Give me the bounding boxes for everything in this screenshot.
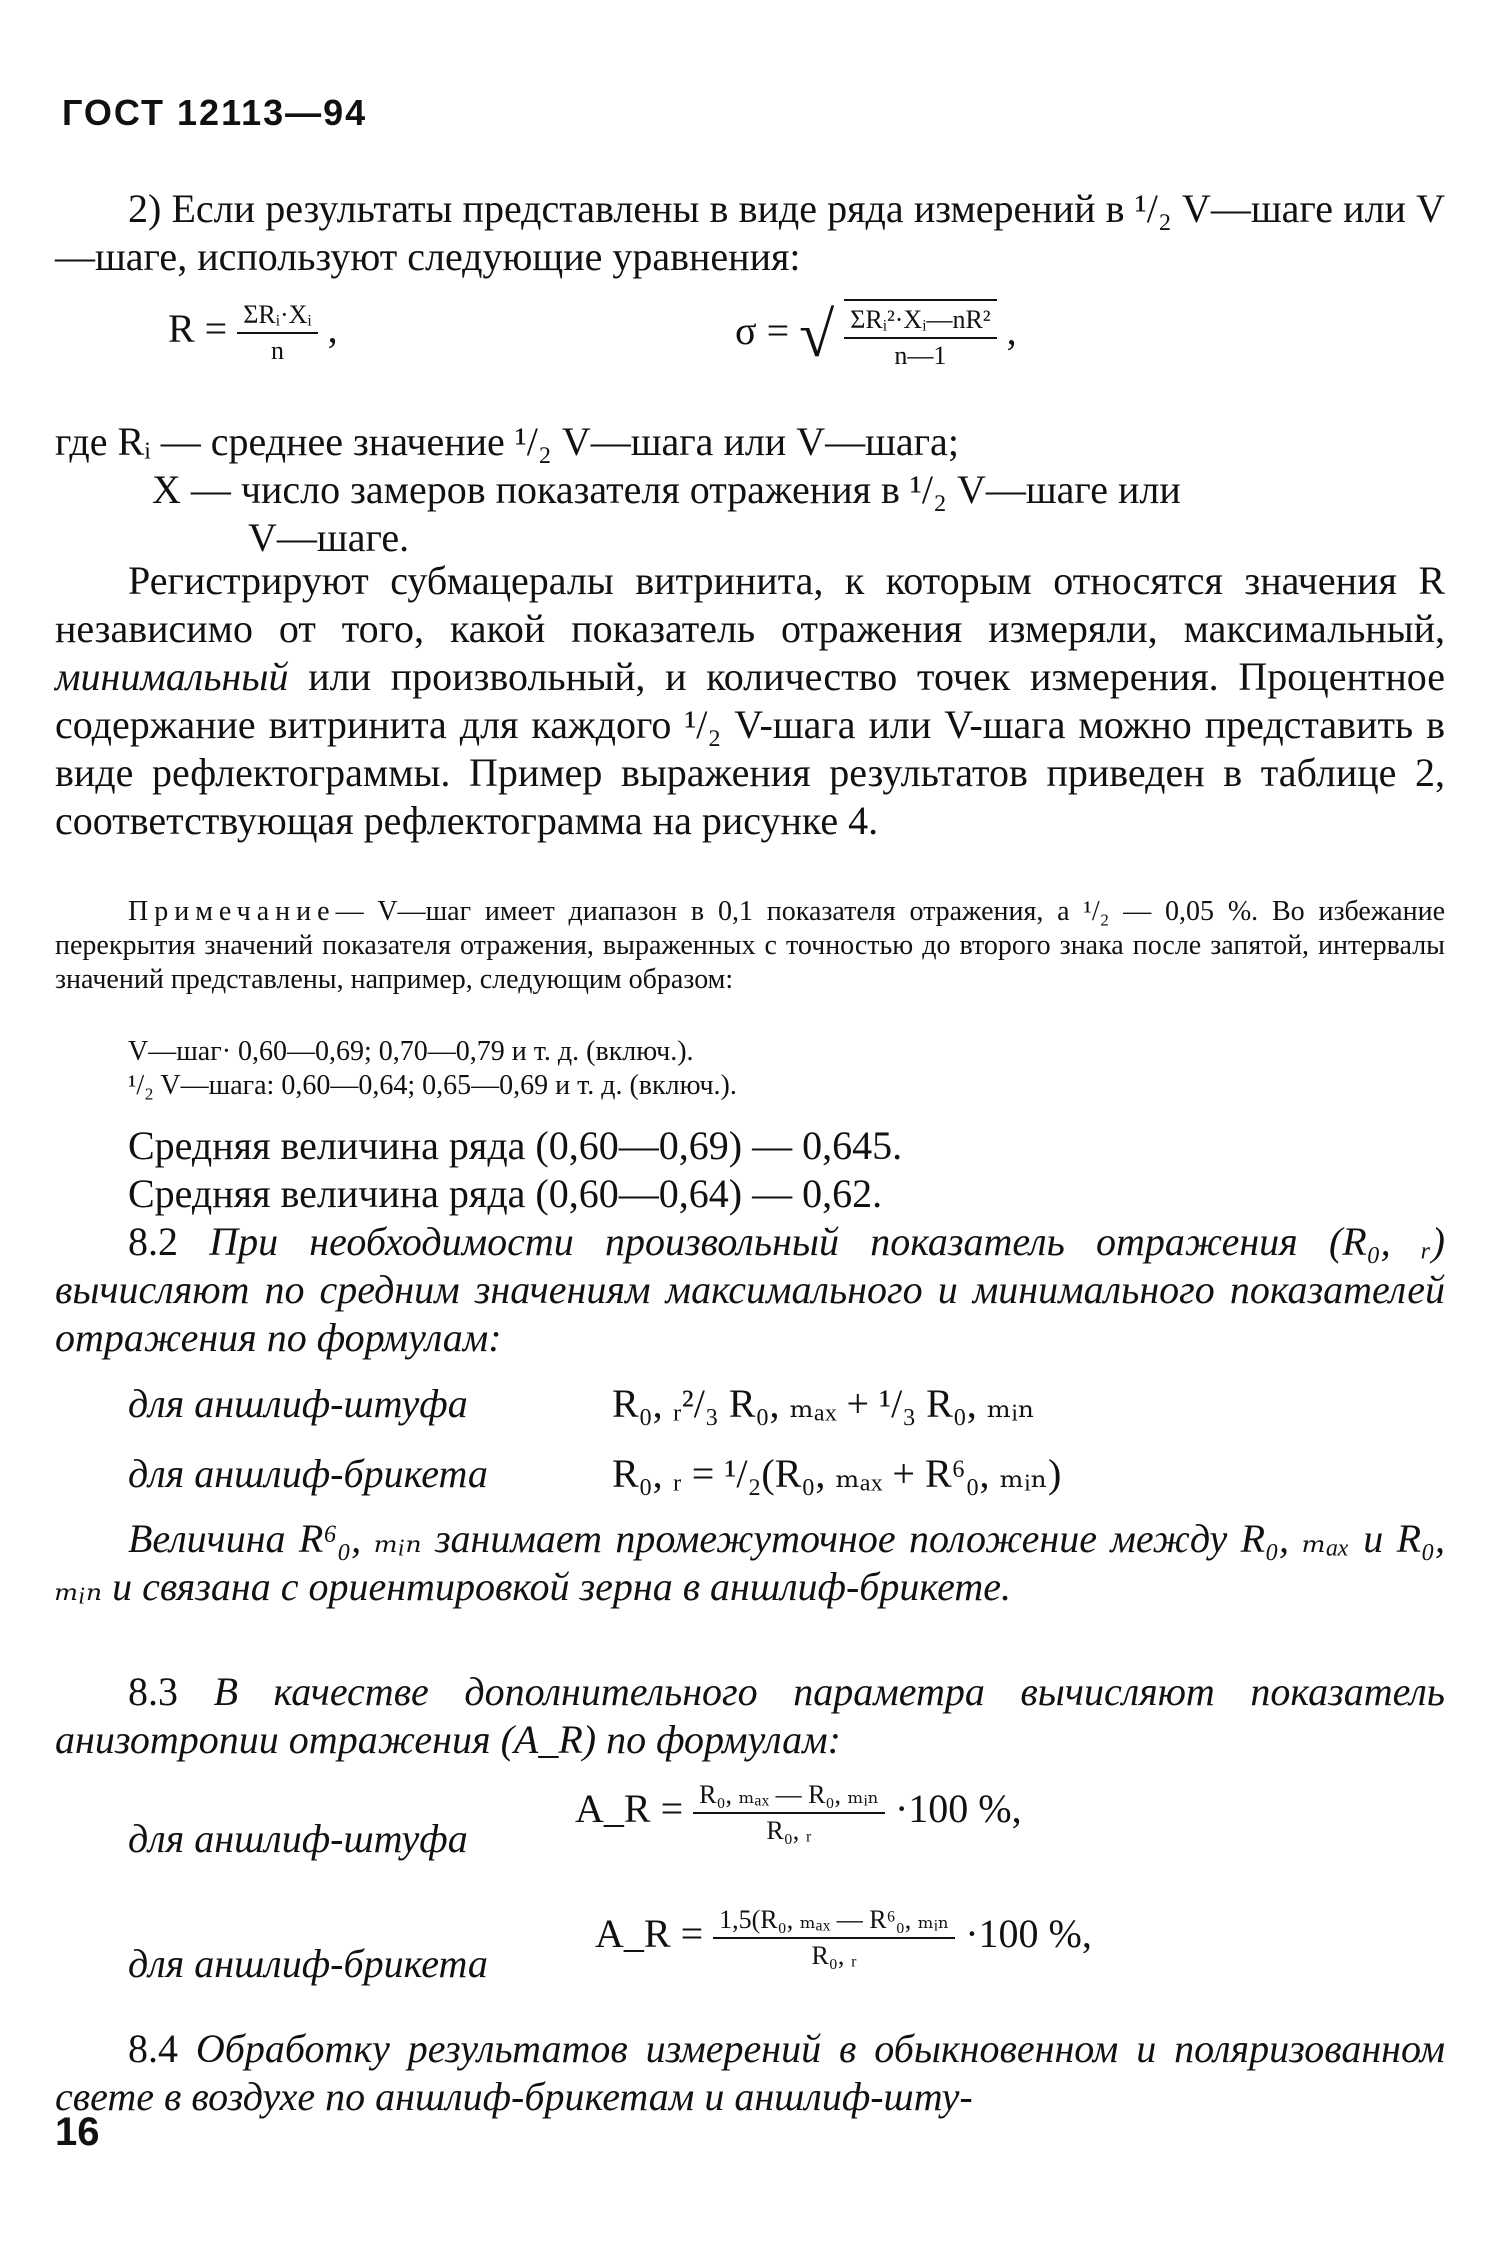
formula-mean-tail: , (327, 306, 338, 352)
s83-f1-lhs: A_R = (575, 1786, 684, 1832)
where-line-3: V—шаге. (248, 515, 410, 560)
where-line-1: где Rᵢ — среднее значение ¹/₂ V—шага или V—шага; (55, 419, 959, 464)
formula-sigma-fraction (844, 299, 996, 371)
formula-sigma-tail: , (1006, 308, 1017, 354)
formula-mean-lhs: R = (168, 306, 228, 352)
formula-mean-denominator: n (270, 336, 284, 365)
page-number: 16 (55, 2110, 100, 2154)
s83-f1-tail: ·100 %, (894, 1786, 1022, 1832)
section-8-2-number: 8.2 (128, 1219, 178, 1264)
mean-line-1: Средняя величина ряда (0,60—0,69) — 0,645. (128, 1123, 903, 1168)
register-paragraph (55, 557, 1445, 845)
section-8-4-text: Обработку результатов измерений в обыкновенном и поляризованном свете в воздухе по аншлиф-брикетам и аншлиф-шту- (55, 2026, 1446, 2119)
section-8-2 (55, 1218, 1445, 1362)
note-paragraph (55, 895, 1445, 997)
s83-f2-denominator: R₀, ᵣ (811, 1941, 857, 1970)
formula-mean (168, 300, 338, 366)
formula-sigma-denominator: n—1 (894, 341, 947, 370)
register-part-1: Регистрируют субмацералы витринита, к которым относятся значения R независимо от того, какой показатель отражения измеряли, максимальный, (55, 558, 1445, 651)
note-text: — V—шаг имеет диапазон в 0,1 показателя отражения, а ¹/₂ — 0,05 %. Во избежание перекрытия значений показателя отражения, выраженных с точностью до второго знака после запятой, интервалы значений представлены, например, следующим образом: (55, 896, 1445, 995)
formula-sigma-lhs: σ = (735, 308, 790, 354)
s82-formula-1: R₀, ᵣ²/₃ R₀, ₘₐₓ + ¹/₃ R₀, ₘᵢₙ (612, 1381, 1036, 1426)
formula-sigma-numerator: ΣRᵢ²·Xᵢ—nR² (844, 305, 996, 339)
s83-f1-numerator: R₀, ₘₐₓ — R₀, ₘᵢₙ (693, 1780, 885, 1814)
s82-explanation: Величина R⁶₀, ₘᵢₙ занимает промежуточное положение между R₀, ₘₐₓ и R₀, ₘᵢₙ и связана с ориентировкой зерна в аншлиф-брикете. (55, 1516, 1445, 1609)
section-8-4 (55, 2025, 1445, 2121)
s82-formula-2: R₀, ᵣ = ¹/₂(R₀, ₘₐₓ + R⁶₀, ₘᵢₙ) (612, 1451, 1062, 1496)
s83-formula-1 (575, 1780, 1022, 1846)
note-line-2: ¹/₂ V—шага: 0,60—0,64; 0,65—0,69 и т. д. (включ.). (128, 1070, 737, 1101)
section-8-2-text: При необходимости произвольный показатель отражения (R₀, ᵣ) вычисляют по средним значениям максимального и минимального показателей отражения по формулам: (55, 1219, 1446, 1360)
note-head: Примечание (128, 896, 336, 927)
formula-mean-numerator: ΣRᵢ·Xᵢ (237, 300, 317, 334)
s83-label-1: для аншлиф-штуфа (128, 1816, 468, 1861)
sqrt-icon: √ (799, 299, 835, 370)
s83-formula-2 (595, 1905, 1092, 1971)
s83-f1-denominator: R₀, ᵣ (766, 1816, 812, 1845)
s83-f1-fraction (693, 1780, 885, 1846)
s83-f2-lhs: A_R = (595, 1911, 704, 1957)
s82-label-2: для аншлиф-брикета (128, 1451, 488, 1496)
note-line-1: V—шаг· 0,60—0,69; 0,70—0,79 и т. д. (включ.). (128, 1036, 694, 1067)
section-8-4-number: 8.4 (128, 2026, 178, 2071)
s83-label-2: для аншлиф-брикета (128, 1941, 488, 1986)
document-header: ГОСТ 12113—94 (62, 92, 368, 133)
s82-label-1: для аншлиф-штуфа (128, 1381, 468, 1426)
register-part-2: или произвольный, и количество точек измерения. Процентное содержание витринита для каждого ¹/₂ V-шага или V-шага можно представить в виде рефлектограммы. Пример выражения результатов приведен в таблице 2, соответствующая рефлектограмма на рисунке 4. (55, 654, 1445, 843)
s83-f2-fraction (713, 1905, 955, 1971)
formula-mean-fraction (237, 300, 317, 366)
mean-line-2: Средняя величина ряда (0,60—0,64) — 0,62. (128, 1171, 883, 1216)
s83-f2-tail: ·100 %, (965, 1911, 1092, 1957)
register-italic: минимальный (55, 654, 289, 699)
item-2-text: 2) Если результаты представлены в виде ряда измерений в ¹/₂ V—шаге или V—шаге, используют следующие уравнения: (55, 186, 1445, 279)
section-8-3-text: В качестве дополнительного параметра вычисляют показатель анизотропии отражения (A_R) по формулам: (55, 1669, 1445, 1762)
formula-sigma (735, 298, 1017, 372)
section-8-3 (55, 1668, 1445, 1764)
where-line-2: X — число замеров показателя отражения в ¹/₂ V—шаге или (152, 467, 1181, 512)
section-8-3-number: 8.3 (128, 1669, 178, 1714)
s83-f2-numerator: 1,5(R₀, ₘₐₓ — R⁶₀, ₘᵢₙ (713, 1905, 955, 1939)
